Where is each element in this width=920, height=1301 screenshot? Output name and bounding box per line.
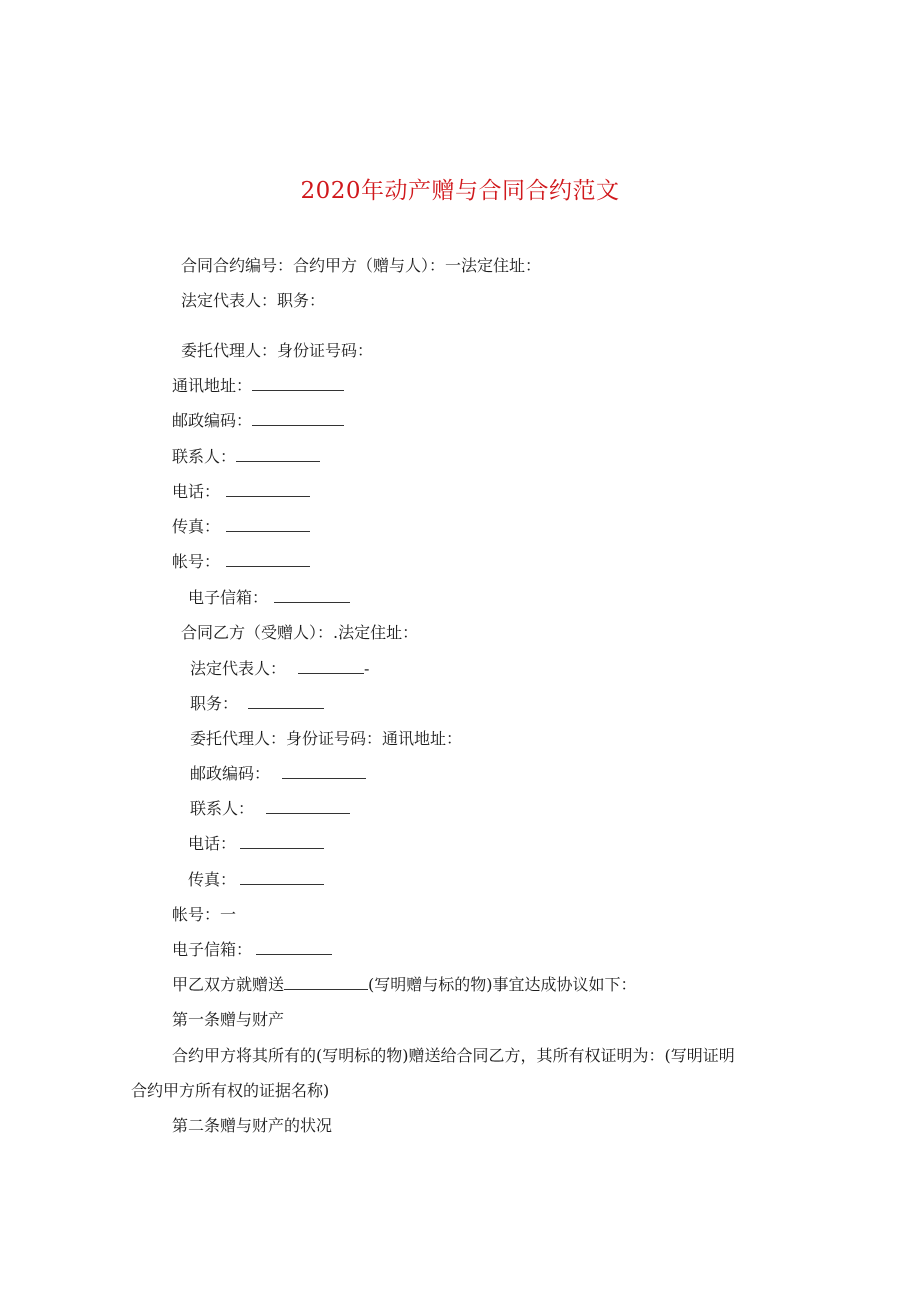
party-a-fax: [172, 516, 310, 538]
party-a-line2: 法定代表人：职务：: [181, 291, 326, 310]
party-a-contact: [172, 446, 320, 468]
party-a-line3: 委托代理人：身份证号码：: [181, 341, 374, 360]
party-b-contact: [190, 798, 350, 820]
party-b-agent: 委托代理人：身份证号码：通讯地址：: [190, 729, 463, 748]
agreement-line: [172, 974, 637, 996]
email-blank[interactable]: [274, 587, 350, 603]
fax-blank[interactable]: [226, 516, 310, 532]
email-label: 电子信箱：: [172, 940, 253, 959]
party-b-line1: 合同乙方（受赠人）：.法定住址：: [181, 623, 419, 642]
position-blank[interactable]: [248, 693, 324, 709]
party-a-account: [172, 551, 310, 573]
postal-blank[interactable]: [282, 763, 366, 779]
fax-label: 传真：: [172, 517, 221, 536]
party-b-phone: [188, 833, 324, 855]
account-blank[interactable]: [226, 551, 310, 567]
account-label: 帐号：: [172, 552, 221, 571]
article-1-para-line1: 合约甲方将其所有的(写明标的物)赠送给合同乙方，其所有权证明为：(写明证明: [172, 1046, 735, 1065]
document-title: 2020年动产赠与合同合约范文: [300, 178, 620, 204]
legal-rep-blank[interactable]: [298, 658, 364, 674]
contact-label: 联系人：: [172, 447, 237, 466]
article-2-heading: 第二条赠与财产的状况: [172, 1116, 333, 1135]
party-b-fax: [188, 869, 324, 891]
article-1-para-line2: 合约甲方所有权的证据名称): [131, 1081, 330, 1100]
legal-rep-label: 法定代表人：: [190, 659, 287, 678]
party-b-legal-rep: [190, 658, 369, 680]
contact-label: 联系人：: [190, 799, 255, 818]
article-1-heading: 第一条赠与财产: [172, 1010, 285, 1029]
postal-label: 邮政编码：: [172, 411, 253, 430]
phone-label: 电话：: [172, 482, 221, 501]
phone-blank[interactable]: [226, 481, 310, 497]
party-a-phone: [172, 481, 310, 503]
fax-blank[interactable]: [240, 869, 324, 885]
postal-label: 邮政编码：: [190, 764, 271, 783]
agreement-suffix: (写明赠与标的物)事宜达成协议如下：: [368, 975, 637, 994]
contact-blank[interactable]: [236, 446, 320, 462]
gift-item-blank[interactable]: [284, 974, 368, 990]
address-blank[interactable]: [252, 375, 344, 391]
postal-blank[interactable]: [252, 410, 344, 426]
party-b-account: 帐号：一: [172, 905, 237, 924]
address-label: 通讯地址：: [172, 376, 253, 395]
position-label: 职务：: [190, 694, 239, 713]
party-a-line1: 合同合约编号：合约甲方（赠与人）：一法定住址：: [181, 256, 542, 275]
fax-label: 传真：: [188, 870, 237, 889]
party-b-position: [190, 693, 324, 715]
party-a-email: [188, 587, 350, 609]
email-label: 电子信箱：: [188, 588, 269, 607]
party-b-email: [172, 939, 332, 961]
phone-label: 电话：: [188, 834, 237, 853]
phone-blank[interactable]: [240, 833, 324, 849]
party-b-postal: [190, 763, 366, 785]
email-blank[interactable]: [256, 939, 332, 955]
legal-rep-suffix: -: [364, 659, 370, 678]
agreement-prefix: 甲乙双方就赠送: [172, 975, 285, 994]
contact-blank[interactable]: [266, 798, 350, 814]
party-a-address: [172, 375, 344, 397]
party-a-postal: [172, 410, 344, 432]
